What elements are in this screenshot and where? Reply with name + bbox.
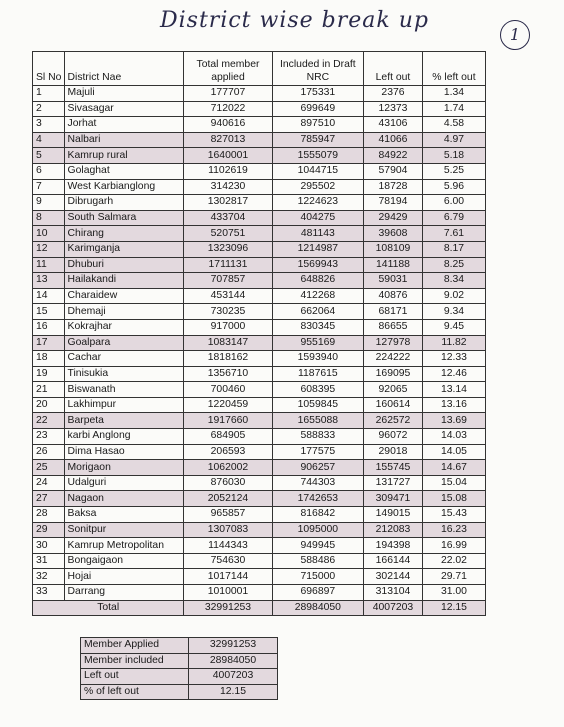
district-cell: Dibrugarh bbox=[64, 195, 184, 211]
pct-left-out-cell: 15.04 bbox=[422, 475, 485, 491]
district-cell: Hojai bbox=[64, 569, 184, 585]
table-row bbox=[33, 413, 486, 429]
sl-no-cell: 25 bbox=[33, 460, 65, 476]
left-out-cell: 155745 bbox=[364, 460, 423, 476]
applied-cell: 1017144 bbox=[184, 569, 272, 585]
district-cell: Morigaon bbox=[64, 460, 184, 476]
table-row bbox=[33, 226, 486, 242]
pct-left-out-cell: 15.08 bbox=[422, 491, 485, 507]
district-cell: Udalguri bbox=[64, 475, 184, 491]
included-cell: 1187615 bbox=[272, 366, 363, 382]
pct-left-out-cell: 14.03 bbox=[422, 429, 485, 445]
table-row bbox=[33, 522, 486, 538]
district-cell: Baksa bbox=[64, 507, 184, 523]
district-cell: Majuli bbox=[64, 86, 184, 102]
left-out-cell: 41066 bbox=[364, 132, 423, 148]
district-cell: Kokrajhar bbox=[64, 319, 184, 335]
included-cell: 897510 bbox=[272, 117, 363, 133]
applied-cell: 707857 bbox=[184, 273, 272, 289]
pct-left-out-cell: 9.34 bbox=[422, 304, 485, 320]
left-out-cell: 39608 bbox=[364, 226, 423, 242]
included-cell: 662064 bbox=[272, 304, 363, 320]
district-cell: Tinisukia bbox=[64, 366, 184, 382]
applied-cell: 1356710 bbox=[184, 366, 272, 382]
sl-no-cell: 4 bbox=[33, 132, 65, 148]
included-cell: 830345 bbox=[272, 319, 363, 335]
sl-no-cell: 19 bbox=[33, 366, 65, 382]
table-row bbox=[33, 241, 486, 257]
header-left-out: Left out bbox=[364, 52, 423, 86]
sl-no-cell: 33 bbox=[33, 585, 65, 601]
applied-cell: 1083147 bbox=[184, 335, 272, 351]
included-cell: 1044715 bbox=[272, 163, 363, 179]
district-cell: Charaidew bbox=[64, 288, 184, 304]
total-pct-left-out: 12.15 bbox=[422, 600, 485, 616]
included-cell: 404275 bbox=[272, 210, 363, 226]
included-cell: 1224623 bbox=[272, 195, 363, 211]
left-out-cell: 2376 bbox=[364, 86, 423, 102]
applied-cell: 1220459 bbox=[184, 397, 272, 413]
applied-cell: 206593 bbox=[184, 444, 272, 460]
district-cell: Goalpara bbox=[64, 335, 184, 351]
page-number-circle: 1 bbox=[500, 20, 530, 50]
included-cell: 481143 bbox=[272, 226, 363, 242]
sl-no-cell: 7 bbox=[33, 179, 65, 195]
district-cell: South Salmara bbox=[64, 210, 184, 226]
pct-left-out-cell: 13.14 bbox=[422, 382, 485, 398]
table-row bbox=[33, 210, 486, 226]
sl-no-cell: 2 bbox=[33, 101, 65, 117]
handwritten-heading: District wise break up bbox=[160, 8, 429, 33]
summary-row bbox=[81, 684, 278, 700]
summary-row bbox=[81, 653, 278, 669]
header-included-draft-nrc: Included in Draft NRC bbox=[272, 52, 363, 86]
pct-left-out-cell: 14.05 bbox=[422, 444, 485, 460]
pct-left-out-cell: 8.25 bbox=[422, 257, 485, 273]
left-out-cell: 43106 bbox=[364, 117, 423, 133]
header-total-applied: Total member applied bbox=[184, 52, 272, 86]
sl-no-cell: 8 bbox=[33, 210, 65, 226]
table-row bbox=[33, 475, 486, 491]
left-out-cell: 149015 bbox=[364, 507, 423, 523]
table-row bbox=[33, 507, 486, 523]
summary-value: 4007203 bbox=[189, 669, 278, 685]
sl-no-cell: 23 bbox=[33, 429, 65, 445]
sl-no-cell: 5 bbox=[33, 148, 65, 164]
table-row bbox=[33, 351, 486, 367]
table-row bbox=[33, 288, 486, 304]
district-cell: karbi Anglong bbox=[64, 429, 184, 445]
table-row bbox=[33, 382, 486, 398]
left-out-cell: 309471 bbox=[364, 491, 423, 507]
total-applied: 32991253 bbox=[184, 600, 272, 616]
summary-value: 28984050 bbox=[189, 653, 278, 669]
included-cell: 1555079 bbox=[272, 148, 363, 164]
included-cell: 906257 bbox=[272, 460, 363, 476]
included-cell: 744303 bbox=[272, 475, 363, 491]
sl-no-cell: 29 bbox=[33, 522, 65, 538]
district-cell: Bongaigaon bbox=[64, 553, 184, 569]
sl-no-cell: 31 bbox=[33, 553, 65, 569]
pct-left-out-cell: 9.45 bbox=[422, 319, 485, 335]
applied-cell: 965857 bbox=[184, 507, 272, 523]
header-pct-left-out: % left out bbox=[422, 52, 485, 86]
table-row bbox=[33, 366, 486, 382]
included-cell: 588486 bbox=[272, 553, 363, 569]
pct-left-out-cell: 16.99 bbox=[422, 538, 485, 554]
district-cell: Lakhimpur bbox=[64, 397, 184, 413]
district-cell: Hailakandi bbox=[64, 273, 184, 289]
left-out-cell: 141188 bbox=[364, 257, 423, 273]
sl-no-cell: 24 bbox=[33, 475, 65, 491]
summary-row bbox=[81, 669, 278, 685]
sl-no-cell: 22 bbox=[33, 413, 65, 429]
included-cell: 715000 bbox=[272, 569, 363, 585]
district-cell: West Karbianglong bbox=[64, 179, 184, 195]
left-out-cell: 84922 bbox=[364, 148, 423, 164]
left-out-cell: 86655 bbox=[364, 319, 423, 335]
applied-cell: 520751 bbox=[184, 226, 272, 242]
district-cell: Dhemaji bbox=[64, 304, 184, 320]
left-out-cell: 68171 bbox=[364, 304, 423, 320]
left-out-cell: 302144 bbox=[364, 569, 423, 585]
left-out-cell: 57904 bbox=[364, 163, 423, 179]
pct-left-out-cell: 8.34 bbox=[422, 273, 485, 289]
applied-cell: 700460 bbox=[184, 382, 272, 398]
table-row bbox=[33, 444, 486, 460]
table-row bbox=[33, 319, 486, 335]
applied-cell: 730235 bbox=[184, 304, 272, 320]
left-out-cell: 108109 bbox=[364, 241, 423, 257]
included-cell: 412268 bbox=[272, 288, 363, 304]
district-cell: Barpeta bbox=[64, 413, 184, 429]
district-cell: Sivasagar bbox=[64, 101, 184, 117]
table-row bbox=[33, 86, 486, 102]
district-cell: Chirang bbox=[64, 226, 184, 242]
pct-left-out-cell: 31.00 bbox=[422, 585, 485, 601]
summary-table bbox=[80, 637, 278, 700]
table-row bbox=[33, 397, 486, 413]
left-out-cell: 29018 bbox=[364, 444, 423, 460]
applied-cell: 940616 bbox=[184, 117, 272, 133]
applied-cell: 684905 bbox=[184, 429, 272, 445]
header-district: District Nae bbox=[64, 52, 184, 86]
pct-left-out-cell: 12.46 bbox=[422, 366, 485, 382]
header-sl-no: Sl No bbox=[33, 52, 65, 86]
applied-cell: 1917660 bbox=[184, 413, 272, 429]
left-out-cell: 262572 bbox=[364, 413, 423, 429]
total-row bbox=[33, 600, 486, 616]
district-cell: Dima Hasao bbox=[64, 444, 184, 460]
table-row bbox=[33, 101, 486, 117]
included-cell: 608395 bbox=[272, 382, 363, 398]
district-cell: Kamrup rural bbox=[64, 148, 184, 164]
applied-cell: 1302817 bbox=[184, 195, 272, 211]
included-cell: 177575 bbox=[272, 444, 363, 460]
left-out-cell: 212083 bbox=[364, 522, 423, 538]
sl-no-cell: 32 bbox=[33, 569, 65, 585]
district-cell: Jorhat bbox=[64, 117, 184, 133]
table-row bbox=[33, 335, 486, 351]
district-cell: Nalbari bbox=[64, 132, 184, 148]
table-row bbox=[33, 491, 486, 507]
included-cell: 1593940 bbox=[272, 351, 363, 367]
included-cell: 696897 bbox=[272, 585, 363, 601]
included-cell: 175331 bbox=[272, 86, 363, 102]
left-out-cell: 40876 bbox=[364, 288, 423, 304]
pct-left-out-cell: 29.71 bbox=[422, 569, 485, 585]
applied-cell: 1144343 bbox=[184, 538, 272, 554]
left-out-cell: 29429 bbox=[364, 210, 423, 226]
table-row bbox=[33, 163, 486, 179]
included-cell: 1742653 bbox=[272, 491, 363, 507]
pct-left-out-cell: 16.23 bbox=[422, 522, 485, 538]
district-cell: Biswanath bbox=[64, 382, 184, 398]
sl-no-cell: 16 bbox=[33, 319, 65, 335]
pct-left-out-cell: 8.17 bbox=[422, 241, 485, 257]
sl-no-cell: 28 bbox=[33, 507, 65, 523]
included-cell: 295502 bbox=[272, 179, 363, 195]
pct-left-out-cell: 13.16 bbox=[422, 397, 485, 413]
table-row bbox=[33, 553, 486, 569]
district-cell: Darrang bbox=[64, 585, 184, 601]
sl-no-cell: 11 bbox=[33, 257, 65, 273]
left-out-cell: 96072 bbox=[364, 429, 423, 445]
included-cell: 949945 bbox=[272, 538, 363, 554]
table-row bbox=[33, 179, 486, 195]
pct-left-out-cell: 14.67 bbox=[422, 460, 485, 476]
table-row bbox=[33, 117, 486, 133]
included-cell: 816842 bbox=[272, 507, 363, 523]
sl-no-cell: 26 bbox=[33, 444, 65, 460]
table-row bbox=[33, 257, 486, 273]
district-breakup-table bbox=[32, 51, 486, 616]
total-label: Total bbox=[33, 600, 184, 616]
sl-no-cell: 3 bbox=[33, 117, 65, 133]
sl-no-cell: 14 bbox=[33, 288, 65, 304]
applied-cell: 876030 bbox=[184, 475, 272, 491]
included-cell: 1059845 bbox=[272, 397, 363, 413]
total-included: 28984050 bbox=[272, 600, 363, 616]
district-cell: Nagaon bbox=[64, 491, 184, 507]
pct-left-out-cell: 12.33 bbox=[422, 351, 485, 367]
district-cell: Cachar bbox=[64, 351, 184, 367]
included-cell: 648826 bbox=[272, 273, 363, 289]
left-out-cell: 224222 bbox=[364, 351, 423, 367]
pct-left-out-cell: 5.96 bbox=[422, 179, 485, 195]
table-row bbox=[33, 429, 486, 445]
pct-left-out-cell: 9.02 bbox=[422, 288, 485, 304]
pct-left-out-cell: 11.82 bbox=[422, 335, 485, 351]
sl-no-cell: 20 bbox=[33, 397, 65, 413]
sl-no-cell: 21 bbox=[33, 382, 65, 398]
sl-no-cell: 9 bbox=[33, 195, 65, 211]
pct-left-out-cell: 7.61 bbox=[422, 226, 485, 242]
included-cell: 1095000 bbox=[272, 522, 363, 538]
table-row bbox=[33, 148, 486, 164]
left-out-cell: 59031 bbox=[364, 273, 423, 289]
applied-cell: 2052124 bbox=[184, 491, 272, 507]
applied-cell: 433704 bbox=[184, 210, 272, 226]
applied-cell: 917000 bbox=[184, 319, 272, 335]
pct-left-out-cell: 5.25 bbox=[422, 163, 485, 179]
applied-cell: 827013 bbox=[184, 132, 272, 148]
table-row bbox=[33, 569, 486, 585]
table-body bbox=[33, 86, 486, 601]
table-row bbox=[33, 538, 486, 554]
left-out-cell: 194398 bbox=[364, 538, 423, 554]
left-out-cell: 169095 bbox=[364, 366, 423, 382]
district-cell: Sonitpur bbox=[64, 522, 184, 538]
applied-cell: 1640001 bbox=[184, 148, 272, 164]
applied-cell: 1711131 bbox=[184, 257, 272, 273]
left-out-cell: 78194 bbox=[364, 195, 423, 211]
summary-label: Member included bbox=[81, 653, 189, 669]
left-out-cell: 166144 bbox=[364, 553, 423, 569]
included-cell: 1569943 bbox=[272, 257, 363, 273]
summary-value: 12.15 bbox=[189, 684, 278, 700]
table-row bbox=[33, 132, 486, 148]
district-cell: Golaghat bbox=[64, 163, 184, 179]
pct-left-out-cell: 6.79 bbox=[422, 210, 485, 226]
included-cell: 1655088 bbox=[272, 413, 363, 429]
applied-cell: 453144 bbox=[184, 288, 272, 304]
summary-body bbox=[81, 638, 278, 700]
summary-label: Left out bbox=[81, 669, 189, 685]
table-row bbox=[33, 273, 486, 289]
pct-left-out-cell: 15.43 bbox=[422, 507, 485, 523]
sl-no-cell: 13 bbox=[33, 273, 65, 289]
pct-left-out-cell: 5.18 bbox=[422, 148, 485, 164]
district-cell: Kamrup Metropolitan bbox=[64, 538, 184, 554]
table-row bbox=[33, 304, 486, 320]
pct-left-out-cell: 22.02 bbox=[422, 553, 485, 569]
sl-no-cell: 27 bbox=[33, 491, 65, 507]
sl-no-cell: 17 bbox=[33, 335, 65, 351]
pct-left-out-cell: 1.74 bbox=[422, 101, 485, 117]
applied-cell: 314230 bbox=[184, 179, 272, 195]
applied-cell: 1102619 bbox=[184, 163, 272, 179]
left-out-cell: 18728 bbox=[364, 179, 423, 195]
included-cell: 588833 bbox=[272, 429, 363, 445]
summary-value: 32991253 bbox=[189, 638, 278, 654]
applied-cell: 754630 bbox=[184, 553, 272, 569]
included-cell: 955169 bbox=[272, 335, 363, 351]
left-out-cell: 127978 bbox=[364, 335, 423, 351]
pct-left-out-cell: 6.00 bbox=[422, 195, 485, 211]
applied-cell: 1818162 bbox=[184, 351, 272, 367]
left-out-cell: 12373 bbox=[364, 101, 423, 117]
left-out-cell: 313104 bbox=[364, 585, 423, 601]
summary-label: % of left out bbox=[81, 684, 189, 700]
table-row bbox=[33, 460, 486, 476]
sl-no-cell: 30 bbox=[33, 538, 65, 554]
sl-no-cell: 1 bbox=[33, 86, 65, 102]
summary-row bbox=[81, 638, 278, 654]
summary-label: Member Applied bbox=[81, 638, 189, 654]
applied-cell: 712022 bbox=[184, 101, 272, 117]
applied-cell: 1307083 bbox=[184, 522, 272, 538]
sl-no-cell: 10 bbox=[33, 226, 65, 242]
district-cell: Dhuburi bbox=[64, 257, 184, 273]
left-out-cell: 160614 bbox=[364, 397, 423, 413]
applied-cell: 1062002 bbox=[184, 460, 272, 476]
left-out-cell: 131727 bbox=[364, 475, 423, 491]
included-cell: 699649 bbox=[272, 101, 363, 117]
table-header-row bbox=[33, 52, 486, 86]
pct-left-out-cell: 1.34 bbox=[422, 86, 485, 102]
table-row bbox=[33, 195, 486, 211]
pct-left-out-cell: 4.97 bbox=[422, 132, 485, 148]
applied-cell: 1323096 bbox=[184, 241, 272, 257]
district-cell: Karimganja bbox=[64, 241, 184, 257]
sl-no-cell: 6 bbox=[33, 163, 65, 179]
table-row bbox=[33, 585, 486, 601]
sl-no-cell: 18 bbox=[33, 351, 65, 367]
sl-no-cell: 12 bbox=[33, 241, 65, 257]
sl-no-cell: 15 bbox=[33, 304, 65, 320]
pct-left-out-cell: 4.58 bbox=[422, 117, 485, 133]
included-cell: 1214987 bbox=[272, 241, 363, 257]
applied-cell: 1010001 bbox=[184, 585, 272, 601]
applied-cell: 177707 bbox=[184, 86, 272, 102]
total-left-out: 4007203 bbox=[364, 600, 423, 616]
pct-left-out-cell: 13.69 bbox=[422, 413, 485, 429]
left-out-cell: 92065 bbox=[364, 382, 423, 398]
included-cell: 785947 bbox=[272, 132, 363, 148]
